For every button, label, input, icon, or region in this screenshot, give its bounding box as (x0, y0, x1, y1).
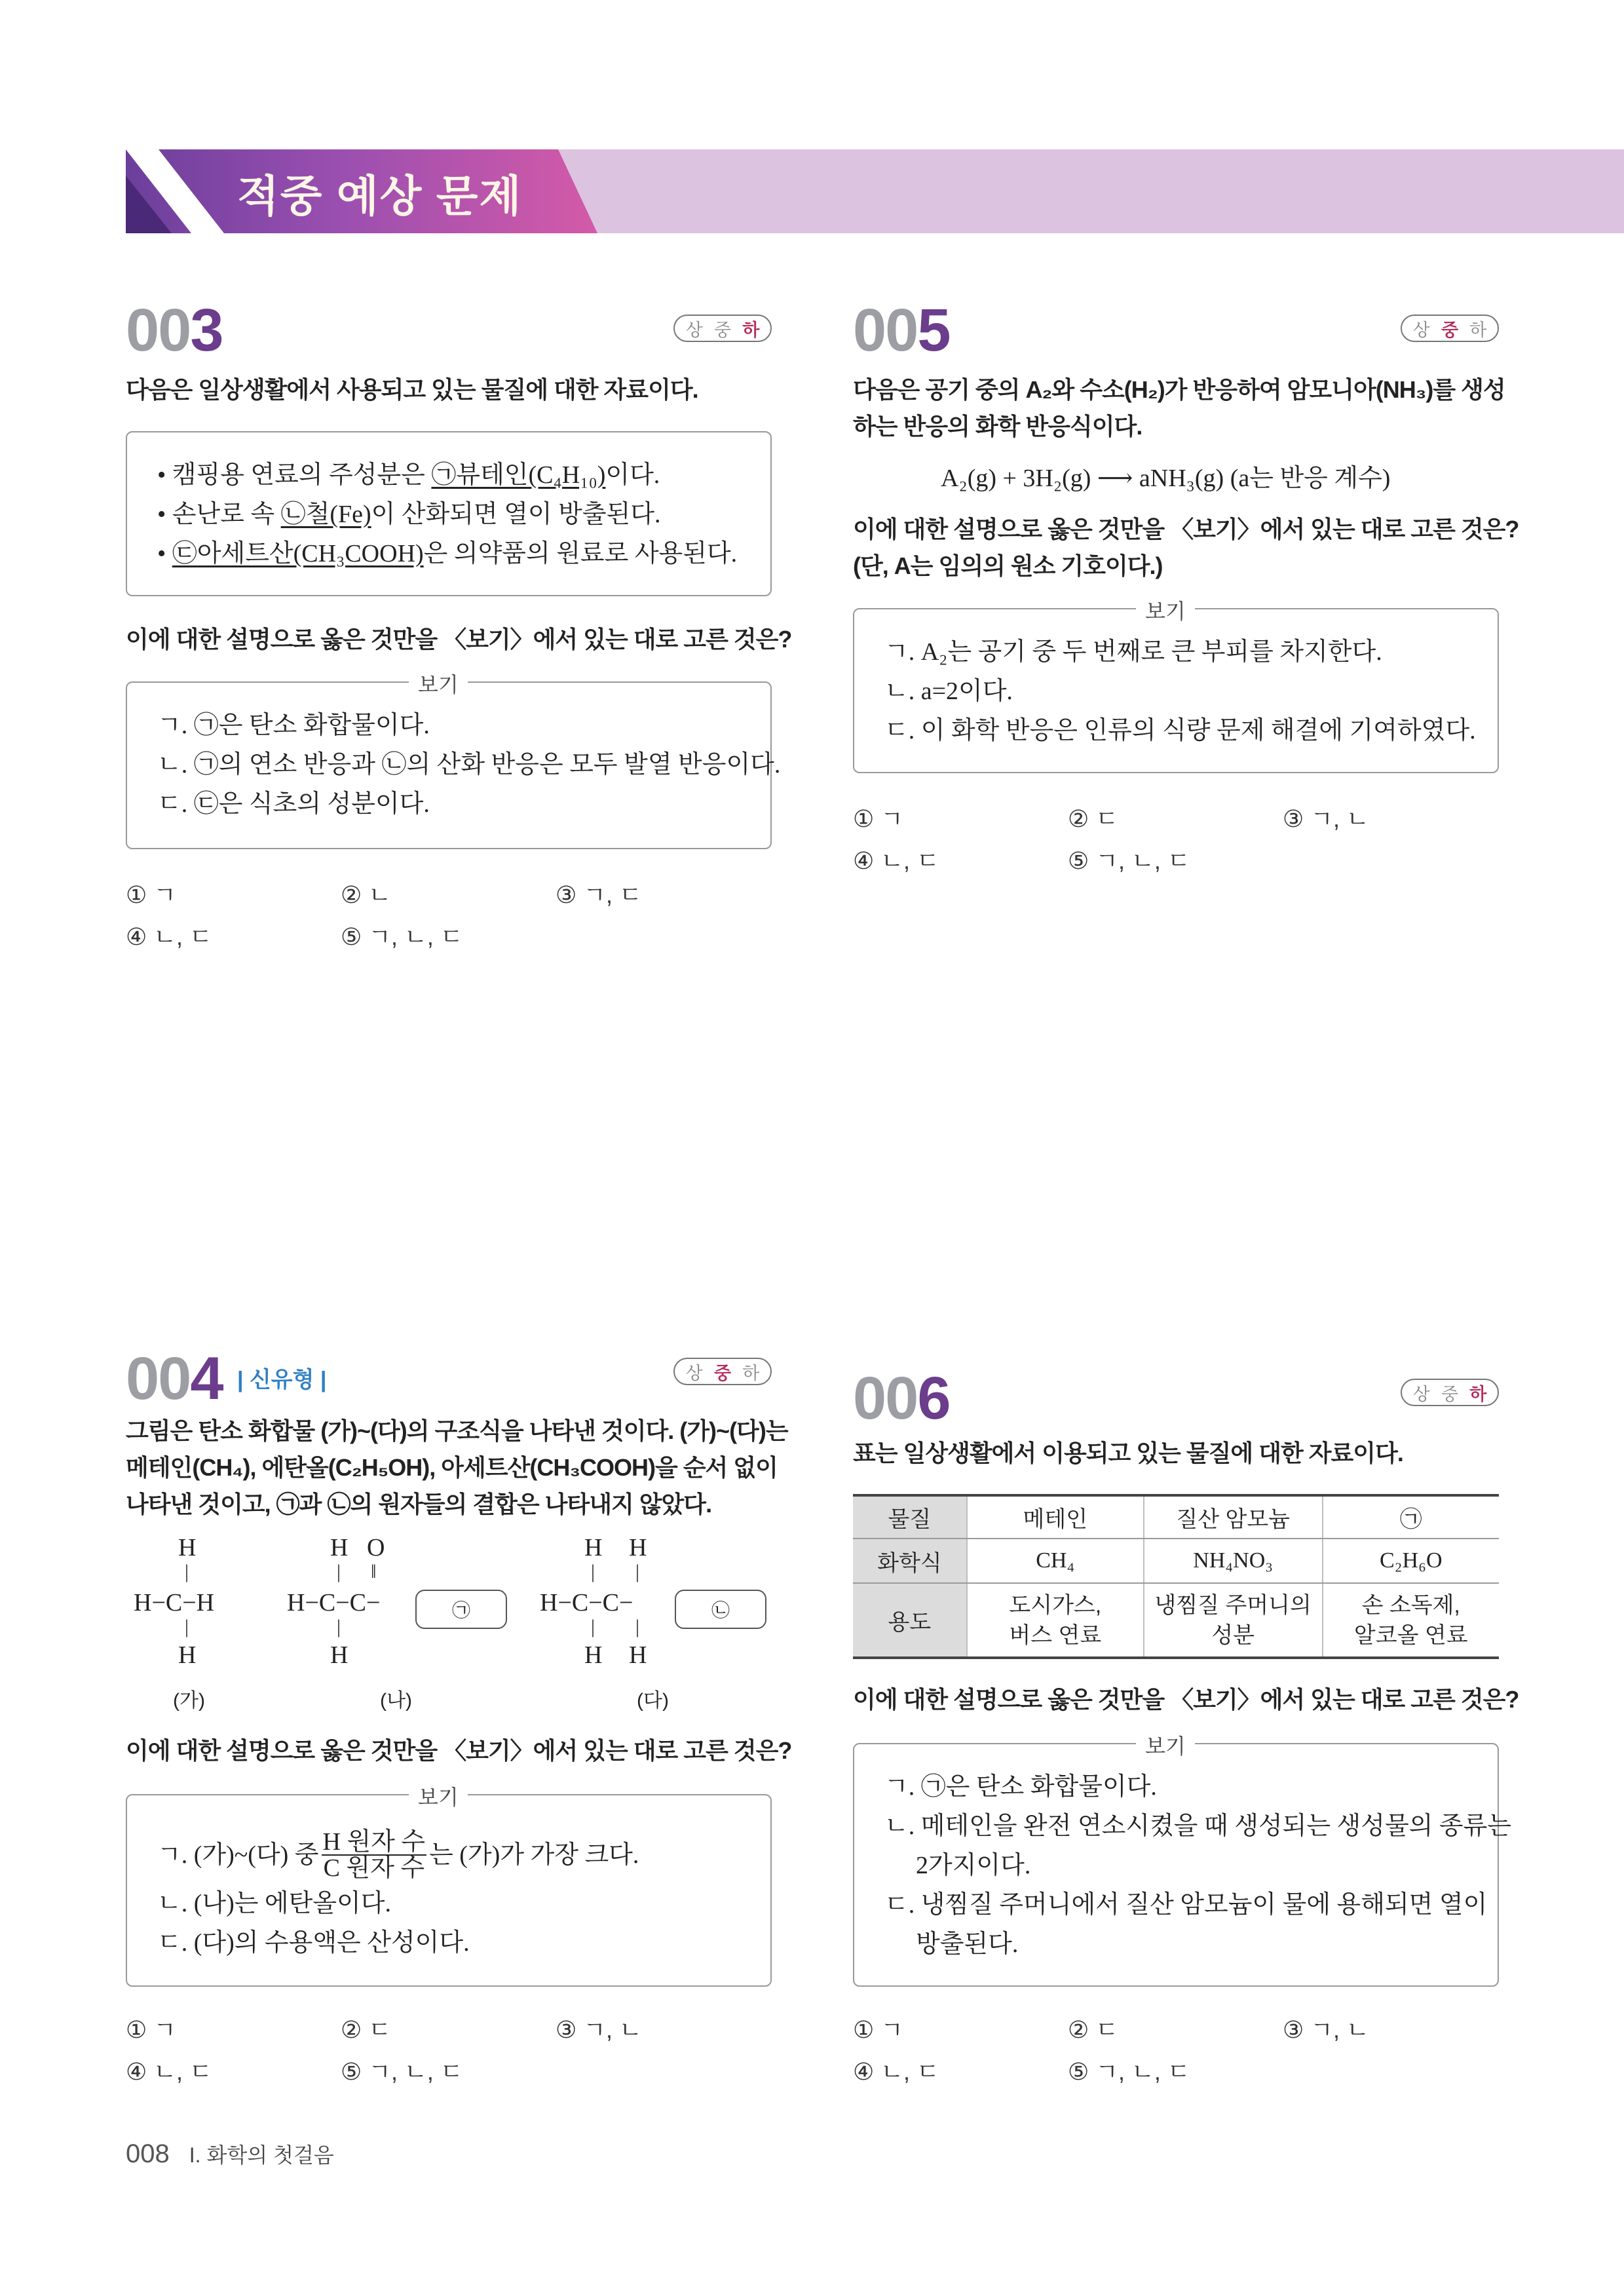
bogi-item: ㄱ. (가)~(다) 중 H 원자 수 C 원자 수 는 (가)가 가장 크다. (157, 1828, 639, 1882)
answer-choice-3[interactable]: ③ ㄱ, ㄷ (556, 881, 642, 908)
table-cell: 용도 (853, 1583, 967, 1658)
question-text: 이에 대한 설명으로 옳은 것만을 〈보기〉에서 있는 대로 고른 것은? (126, 626, 792, 653)
answer-choice-5[interactable]: ⑤ ㄱ, ㄴ, ㄷ (1068, 2058, 1190, 2085)
question-text: 이에 대한 설명으로 옳은 것만을 〈보기〉에서 있는 대로 고른 것은? (단, A는 임의의 원소 기호이다.) (853, 516, 1519, 579)
answer-choice-1[interactable]: ① ㄱ (853, 805, 904, 832)
question-number-005: 005 (853, 297, 950, 364)
table-cell: 물질 (853, 1495, 967, 1539)
question-stem: 그림은 탄소 화합물 (가)~(다)의 구조식을 나타낸 것이다. (가)~(다)는 메테인(CH₄), 에탄올(C₂H₅OH), 아세트산(CH₃COOH)을 순서 없이 나타낸 것이고, ㉠과 ㉡의 원자들의 결합은 나타내지 않았다. (126, 1417, 788, 1518)
table-cell: 화학식 (853, 1539, 967, 1583)
bogi-item: ㄴ. (나)는 에탄올이다. (157, 1890, 391, 1917)
new-type-tag: | 신유형 | (237, 1368, 327, 1392)
chapter-title: I. 화학의 첫걸음 (189, 2143, 334, 2167)
bogi-item: ㄷ. ㉢은 식초의 성분이다. (157, 790, 430, 818)
table-row (853, 1495, 1499, 1539)
bogi-label: 보기 (1136, 595, 1195, 625)
table-cell: 도시가스, 버스 연료 (967, 1583, 1144, 1658)
bogi-item: 방출된다. (916, 1930, 1019, 1958)
structure-label: (나) (380, 1690, 412, 1712)
section-banner (126, 149, 1624, 233)
question-text: 이에 대한 설명으로 옳은 것만을 〈보기〉에서 있는 대로 고른 것은? (853, 1686, 1519, 1713)
answer-choice-4[interactable]: ④ ㄴ, ㄷ (853, 847, 939, 874)
bogi-label: 보기 (409, 668, 468, 698)
group-box-a: ㉠ (415, 1590, 507, 1629)
table-cell: 질산 암모늄 (1144, 1495, 1323, 1539)
fact-line: • ㉢아세트산(CH₃COOH)은 의약품의 원료로 사용된다. (157, 540, 738, 567)
table-cell: NH₄NO₃ (1144, 1539, 1323, 1583)
bogi-item: ㄴ. ㉠의 연소 반응과 ㉡의 산화 반응은 모두 발열 반응이다. (157, 751, 781, 778)
answer-choice-3[interactable]: ③ ㄱ, ㄴ (556, 2016, 642, 2043)
difficulty-badge: 상 중 하 (673, 1358, 772, 1385)
table-cell: 냉찜질 주머니의 성분 (1144, 1583, 1323, 1658)
bogi-item: ㄴ. 메테인을 완전 연소시켰을 때 생성되는 생성물의 종류는 (884, 1812, 1511, 1840)
bogi-label: 보기 (1136, 1730, 1195, 1760)
answer-choice-2[interactable]: ② ㄷ (1068, 805, 1119, 832)
fact-line: • 캠핑용 연료의 주성분은 ㉠뷰테인(C₄H₁₀)이다. (157, 461, 660, 489)
bogi-item: ㄱ. A₂는 공기 중 두 번째로 큰 부피를 차지한다. (884, 638, 1382, 666)
fraction: H 원자 수 C 원자 수 (322, 1828, 426, 1882)
bogi-item: ㄱ. ㉠은 탄소 화합물이다. (884, 1773, 1157, 1801)
bogi-box (853, 600, 1499, 773)
fact-box (126, 431, 772, 596)
bogi-box (126, 1786, 772, 1987)
bogi-item: ㄴ. a=2이다. (884, 678, 1013, 705)
table-cell: 메테인 (967, 1495, 1144, 1539)
substance-table (853, 1494, 1499, 1659)
structural-formulas: H | H−C−H | H (가) H O | ‖ H−C−C− | H (나) ㉠ H H | | H−C−C− | | H H (다) ㉡ (126, 1533, 781, 1717)
question-number-004: 004 (126, 1345, 223, 1412)
bogi-item: 2가지이다. (916, 1852, 1031, 1879)
bogi-item: ㄷ. (다)의 수용액은 산성이다. (157, 1929, 470, 1957)
answer-choice-2[interactable]: ② ㄷ (1068, 2016, 1119, 2043)
reaction-equation: A₂(g) + 3H₂(g) ⟶ aNH₃(g) (a는 반응 계수) (941, 465, 1391, 492)
answer-choice-5[interactable]: ⑤ ㄱ, ㄴ, ㄷ (1068, 847, 1190, 874)
question-number-006: 006 (853, 1365, 950, 1432)
bogi-label: 보기 (409, 1781, 468, 1811)
bogi-item: ㄷ. 냉찜질 주머니에서 질산 암모늄이 물에 용해되면 열이 (884, 1891, 1488, 1919)
difficulty-badge: 상 중 하 (1401, 315, 1499, 342)
answer-choice-2[interactable]: ② ㄷ (341, 2016, 392, 2043)
structure-label: (다) (637, 1690, 669, 1712)
table-cell: 손 소독제, 알코올 연료 (1323, 1583, 1499, 1658)
answer-choice-4[interactable]: ④ ㄴ, ㄷ (853, 2058, 939, 2085)
page-footer (126, 2139, 334, 2169)
answer-choice-2[interactable]: ② ㄴ (341, 881, 392, 908)
answer-choice-1[interactable]: ① ㄱ (126, 2016, 177, 2043)
answer-choice-1[interactable]: ① ㄱ (126, 881, 177, 908)
question-number-003: 003 (126, 297, 223, 364)
answer-choice-5[interactable]: ⑤ ㄱ, ㄴ, ㄷ (341, 923, 463, 950)
banner-corner-icon (126, 149, 224, 233)
bogi-item: ㄱ. ㉠은 탄소 화합물이다. (157, 712, 430, 739)
bogi-box (126, 673, 781, 849)
answer-choice-3[interactable]: ③ ㄱ, ㄴ (1283, 2016, 1369, 2043)
page-number: 008 (126, 2139, 170, 2168)
answer-choice-1[interactable]: ① ㄱ (853, 2016, 904, 2043)
table-row (853, 1583, 1499, 1658)
question-stem: 다음은 일상생활에서 사용되고 있는 물질에 대한 자료이다. (126, 376, 698, 403)
table-cell: ㉠ (1323, 1495, 1499, 1539)
question-text: 이에 대한 설명으로 옳은 것만을 〈보기〉에서 있는 대로 고른 것은? (126, 1737, 792, 1764)
question-stem: 다음은 공기 중의 A₂와 수소(H₂)가 반응하여 암모니아(NH₃)를 생성 하는 반응의 화학 반응식이다. (853, 376, 1505, 440)
answer-choice-5[interactable]: ⑤ ㄱ, ㄴ, ㄷ (341, 2058, 463, 2085)
question-stem: 표는 일상생활에서 이용되고 있는 물질에 대한 자료이다. (853, 1440, 1403, 1466)
difficulty-badge: 상 중 하 (673, 315, 772, 342)
answer-choice-4[interactable]: ④ ㄴ, ㄷ (126, 923, 212, 950)
table-cell: CH₄ (967, 1539, 1144, 1583)
fact-line: • 손난로 속 ㉡철(Fe)이 산화되면 열이 방출된다. (157, 501, 661, 528)
difficulty-badge: 상 중 하 (1401, 1379, 1499, 1406)
group-box-b: ㉡ (675, 1590, 766, 1629)
bogi-item: ㄷ. 이 화학 반응은 인류의 식량 문제 해결에 기여하였다. (884, 717, 1476, 744)
table-cell: C₂H₆O (1323, 1539, 1499, 1583)
table-row (853, 1539, 1499, 1583)
bogi-box (853, 1734, 1511, 1987)
answer-choice-4[interactable]: ④ ㄴ, ㄷ (126, 2058, 212, 2085)
answer-choice-3[interactable]: ③ ㄱ, ㄴ (1283, 805, 1369, 832)
banner-title: 적중 예상 문제 (237, 172, 523, 220)
structure-label: (가) (173, 1690, 205, 1712)
